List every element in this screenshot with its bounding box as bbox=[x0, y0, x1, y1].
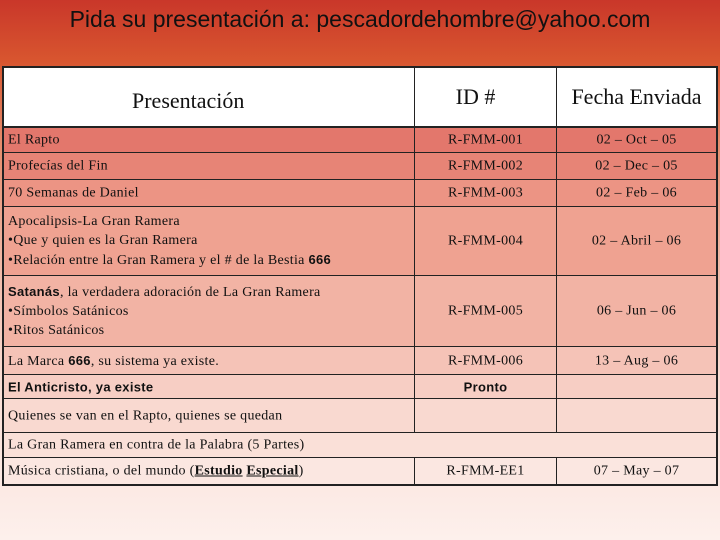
id-cell bbox=[414, 375, 556, 398]
presentation-date: 02 – Oct – 05 bbox=[596, 132, 677, 148]
table-header-row bbox=[4, 68, 716, 128]
presentation-cell bbox=[4, 458, 414, 484]
date-cell bbox=[556, 180, 716, 206]
table-row bbox=[4, 458, 716, 484]
presentation-id: R-FMM-005 bbox=[447, 303, 524, 319]
table-row bbox=[4, 153, 716, 180]
id-cell bbox=[414, 180, 556, 206]
id-cell bbox=[414, 399, 556, 432]
presentation-bullet-text: •Relación entre la Gran Ramera y el # de la Bestia bbox=[8, 253, 305, 268]
header-cell-presentation bbox=[4, 68, 414, 126]
table-row bbox=[4, 276, 716, 347]
presentation-bullet: •Símbolos Satánicos bbox=[8, 304, 129, 319]
presentation-title-rest: , la verdadera adoración de La Gran Ramera bbox=[59, 285, 321, 300]
presentation-date: 07 – May – 07 bbox=[593, 463, 680, 479]
date-cell bbox=[556, 276, 716, 346]
presentation-title: Apocalipsis-La Gran Ramera bbox=[8, 214, 180, 229]
id-cell bbox=[414, 458, 556, 484]
column-header-date: Fecha Enviada bbox=[571, 84, 702, 109]
number-666: 666 bbox=[68, 352, 91, 368]
presentation-title: 70 Semanas de Daniel bbox=[8, 185, 139, 201]
presentation-cell bbox=[4, 347, 414, 374]
table-row bbox=[4, 128, 716, 153]
presentation-id: R-FMM-003 bbox=[447, 185, 524, 201]
presentation-cell bbox=[4, 153, 414, 179]
header-cell-id bbox=[414, 68, 556, 126]
especial-link[interactable]: Especial bbox=[246, 463, 299, 479]
page-title: Pida su presentación a: pescadordehombre@yahoo.com bbox=[69, 6, 651, 32]
table-row bbox=[4, 347, 716, 375]
presentation-date: 02 – Feb – 06 bbox=[596, 185, 677, 201]
presentation-bullet bbox=[8, 250, 414, 270]
presentation-cell bbox=[4, 180, 414, 206]
presentation-status: Pronto bbox=[463, 379, 508, 394]
presentation-id: R-FMM-001 bbox=[447, 132, 524, 148]
number-666: 666 bbox=[308, 252, 332, 267]
presentation-id: R-FMM-002 bbox=[447, 158, 524, 174]
date-cell bbox=[556, 347, 716, 374]
column-header-id: ID # bbox=[455, 84, 496, 109]
presentation-id: R-FMM-004 bbox=[447, 233, 524, 249]
id-cell bbox=[414, 347, 556, 374]
presentation-title: Profecías del Fin bbox=[8, 158, 108, 174]
table-row bbox=[4, 433, 716, 458]
id-cell bbox=[414, 276, 556, 346]
presentation-bullet: •Ritos Satánicos bbox=[8, 323, 105, 338]
presentation-title: El Rapto bbox=[8, 132, 60, 148]
presentation-title: La Marca 666, su sistema ya existe. bbox=[8, 352, 220, 369]
presentation-title: Música cristiana, o del mundo (Estudio Especial) bbox=[8, 463, 304, 479]
presentation-cell bbox=[4, 207, 414, 275]
presentation-cell bbox=[4, 375, 414, 398]
presentation-date: 13 – Aug – 06 bbox=[594, 353, 679, 368]
presentation-bullet: •Que y quien es la Gran Ramera bbox=[8, 233, 198, 248]
presentation-id: R-FMM-006 bbox=[447, 353, 524, 368]
id-cell bbox=[414, 207, 556, 275]
presentation-title bbox=[8, 282, 414, 302]
date-cell bbox=[556, 207, 716, 275]
column-header-presentation: Presentación bbox=[132, 88, 245, 113]
table-row bbox=[4, 399, 716, 433]
presentation-date: 02 – Abril – 06 bbox=[591, 233, 682, 249]
date-cell bbox=[556, 153, 716, 179]
table-row bbox=[4, 375, 716, 399]
id-cell bbox=[414, 153, 556, 179]
presentation-cell bbox=[4, 128, 414, 152]
presentation-cell bbox=[4, 433, 716, 457]
presentation-title: El Anticristo, ya existe bbox=[8, 379, 154, 394]
presentation-title: La Gran Ramera en contra de la Palabra (5 Partes) bbox=[8, 437, 305, 453]
presentation-date: 02 – Dec – 05 bbox=[595, 158, 678, 174]
table-row bbox=[4, 180, 716, 207]
presentation-title: Quienes se van en el Rapto, quienes se quedan bbox=[8, 408, 283, 423]
table-row bbox=[4, 207, 716, 276]
presentation-id: R-FMM-EE1 bbox=[446, 463, 525, 479]
header-cell-date bbox=[556, 68, 716, 126]
estudio-link[interactable]: Estudio bbox=[194, 463, 243, 479]
presentation-cell bbox=[4, 399, 414, 432]
satanas-label: Satanás bbox=[8, 284, 60, 299]
presentation-date: 06 – Jun – 06 bbox=[596, 303, 677, 319]
date-cell bbox=[556, 128, 716, 152]
presentations-table bbox=[2, 66, 718, 486]
date-cell bbox=[556, 375, 716, 398]
date-cell bbox=[556, 399, 716, 432]
presentation-cell bbox=[4, 276, 414, 346]
id-cell bbox=[414, 128, 556, 152]
date-cell bbox=[556, 458, 716, 484]
